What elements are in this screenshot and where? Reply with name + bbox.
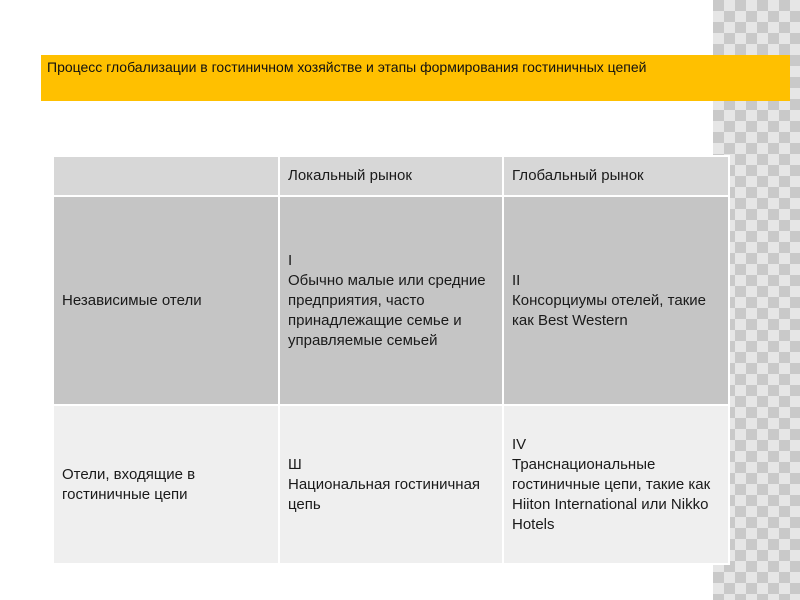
slide-title: Процесс глобализации в гостиничном хозяйстве и этапы формирования гостиничных цепей xyxy=(41,55,790,101)
cell-stage-4: IV Транснациональные гостиничные цепи, такие как Hiiton International или Nikko Hotels xyxy=(503,405,729,564)
header-global-market: Глобальный рынок xyxy=(503,156,729,196)
table-row xyxy=(53,196,729,405)
table-row xyxy=(53,405,729,564)
table-header-row xyxy=(53,156,729,196)
cell-stage-3: Ш Национальная гостиничная цепь xyxy=(279,405,503,564)
globalization-table xyxy=(52,155,730,565)
row-label-independent-hotels: Независимые отели xyxy=(53,196,279,405)
header-local-market: Локальный рынок xyxy=(279,156,503,196)
row-label-chain-hotels: Отели, входящие в гостиничные цепи xyxy=(53,405,279,564)
cell-stage-1: I Обычно малые или средние предприятия, часто принадлежащие семье и управляемые семьей xyxy=(279,196,503,405)
cell-stage-2: II Консорциумы отелей, такие как Best Western xyxy=(503,196,729,405)
table-corner-cell xyxy=(53,156,279,196)
